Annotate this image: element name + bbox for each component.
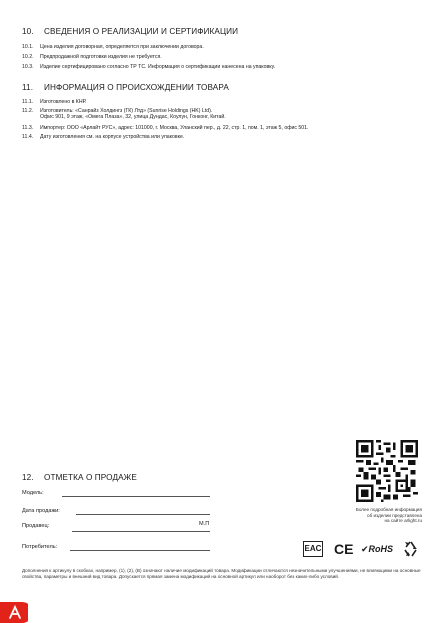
qr-code[interactable] bbox=[356, 440, 418, 502]
section-10-title bbox=[22, 27, 238, 36]
footnote: Дополнения к артикулу в скобках, например, (1), (2), (B) означают наличие модификаций товара. Модификации отличаются незначительными улучшениями, не влияющими на основные свойства, параметры и внешний вид товара. Допускается прямая замена модификаций на основной артикул или наоборот без каких-либо условий. bbox=[22, 568, 421, 579]
item-text: Импортер: ООО «Арлайт РУС», адрес: 101000, г. Москва, Уланский пер., д. 22, стр. 1, пом. 1, этаж 5, офис 501. bbox=[40, 125, 309, 131]
item-number: 11.4. bbox=[22, 134, 34, 140]
list-item bbox=[22, 125, 309, 131]
qr-caption bbox=[330, 507, 422, 524]
arlight-logo-icon bbox=[0, 598, 28, 623]
list-item bbox=[22, 108, 226, 120]
buyer-label: Потребитель: bbox=[22, 544, 58, 550]
section-title-text: ИНФОРМАЦИЯ О ПРОИСХОЖДЕНИИ ТОВАРА bbox=[44, 83, 229, 92]
rohs-text: RoHS bbox=[368, 544, 394, 554]
section-number: 10. bbox=[22, 27, 34, 36]
item-number: 11.1. bbox=[22, 99, 34, 105]
item-text: Дату изготовления см. на корпусе устройства или упаковке. bbox=[40, 134, 185, 140]
item-number: 11.3. bbox=[22, 125, 34, 131]
qr-caption-line: на сайте arlight.ru bbox=[384, 518, 422, 524]
sale-date-line[interactable] bbox=[76, 514, 210, 515]
qr-caption-line: Более подробная информация bbox=[355, 507, 422, 512]
rohs-mark-icon: ✔RoHS bbox=[361, 544, 394, 554]
qr-caption-line: об изделии представлена bbox=[367, 512, 422, 518]
item-number: 10.1. bbox=[22, 44, 34, 50]
section-number: 12. bbox=[22, 473, 34, 482]
sale-date-label: Дата продажи: bbox=[22, 508, 60, 514]
list-item bbox=[22, 134, 184, 140]
item-text: Предпродажной подготовки изделия не требуется. bbox=[40, 54, 162, 60]
ce-text: CE bbox=[334, 541, 354, 557]
section-number: 11. bbox=[22, 83, 34, 92]
recycle-icon bbox=[402, 540, 420, 558]
seller-label: Продавец: bbox=[22, 523, 50, 529]
section-title-text: ОТМЕТКА О ПРОДАЖЕ bbox=[44, 473, 137, 482]
item-text: Цена изделия договорная, определяется при заключении договора. bbox=[40, 44, 204, 50]
section-12-title bbox=[22, 473, 137, 482]
item-text-continuation: Офис 901, 9 этаж, «Омега Плаза», 32, улица Дундас, Коулун, Гонконг, Китай. bbox=[40, 114, 226, 121]
item-number: 10.2. bbox=[22, 54, 34, 60]
list-item bbox=[22, 54, 162, 60]
item-number: 10.3. bbox=[22, 64, 34, 70]
list-item bbox=[22, 99, 86, 105]
item-number: 11.2. bbox=[22, 108, 34, 114]
list-item bbox=[22, 64, 275, 70]
section-11-title bbox=[22, 83, 229, 92]
model-line[interactable] bbox=[62, 496, 210, 497]
item-text: Изготовитель: «Санрайз Холдингз (ГК) Лтд» (Sunrise Holdings (HK) Ltd). bbox=[40, 108, 213, 114]
list-item bbox=[22, 44, 204, 50]
section-title-text: СВЕДЕНИЯ О РЕАЛИЗАЦИИ И СЕРТИФИКАЦИИ bbox=[44, 27, 239, 36]
item-text: Изготовлено в КНР. bbox=[40, 99, 87, 105]
eac-text: EAC bbox=[304, 544, 322, 553]
seller-line[interactable] bbox=[72, 531, 210, 532]
ce-mark-icon bbox=[334, 541, 353, 557]
stamp-label: М.П bbox=[199, 521, 210, 527]
eac-mark-icon bbox=[303, 541, 323, 557]
model-label: Модель: bbox=[22, 490, 44, 496]
buyer-line[interactable] bbox=[70, 550, 210, 551]
item-text: Изделие сертифицировано согласно ТР ТС. Информация о сертификации нанесена на упаковку. bbox=[40, 64, 276, 70]
